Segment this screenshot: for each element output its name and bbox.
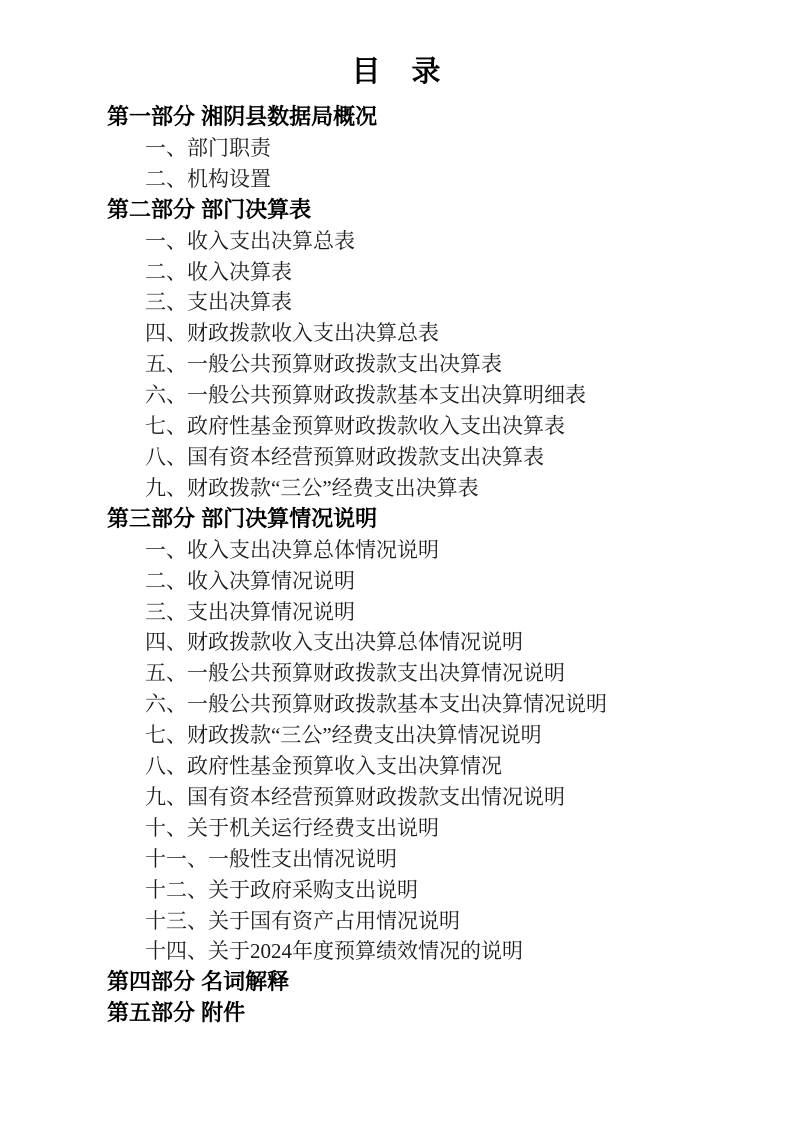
toc-item: 六、一般公共预算财政拨款基本支出决算明细表	[145, 383, 586, 408]
toc-item: 十四、关于2024年度预算绩效情况的说明	[145, 939, 523, 964]
toc-list	[0, 102, 793, 1029]
toc-item: 七、政府性基金预算财政拨款收入支出决算表	[145, 414, 565, 439]
toc-part-heading: 第二部分 部门决算表	[107, 196, 312, 222]
toc-item: 四、财政拨款收入支出决算总体情况说明	[145, 630, 523, 655]
toc-part-heading: 第三部分 部门决算情况说明	[107, 505, 378, 531]
toc-part-heading: 第五部分 附件	[107, 1000, 246, 1026]
toc-item: 三、支出决算情况说明	[145, 599, 355, 624]
toc-item: 一、收入支出决算总体情况说明	[145, 537, 439, 562]
toc-item: 十一、一般性支出情况说明	[145, 846, 397, 871]
toc-item: 五、一般公共预算财政拨款支出决算表	[145, 352, 502, 377]
toc-item: 九、国有资本经营预算财政拨款支出情况说明	[145, 784, 565, 809]
toc-item: 四、财政拨款收入支出决算总表	[145, 321, 439, 346]
toc-item: 十、关于机关运行经费支出说明	[145, 815, 439, 840]
toc-item: 六、一般公共预算财政拨款基本支出决算情况说明	[145, 692, 607, 717]
toc-item: 十三、关于国有资产占用情况说明	[145, 908, 460, 933]
toc-item: 二、收入决算表	[145, 259, 292, 284]
toc-item: 二、收入决算情况说明	[145, 568, 355, 593]
toc-item: 一、收入支出决算总表	[145, 228, 355, 253]
toc-item: 一、部门职责	[145, 135, 271, 160]
toc-item: 三、支出决算表	[145, 290, 292, 315]
toc-item: 七、财政拨款“三公”经费支出决算情况说明	[145, 723, 542, 748]
toc-item: 九、财政拨款“三公”经费支出决算表	[145, 475, 479, 500]
toc-item: 八、政府性基金预算收入支出决算情况	[145, 754, 502, 779]
toc-item: 二、机构设置	[145, 166, 271, 191]
toc-part-heading: 第一部分 湘阴县数据局概况	[107, 104, 378, 129]
toc-item: 八、国有资本经营预算财政拨款支出决算表	[145, 444, 544, 469]
toc-part-heading: 第四部分 名词解释	[107, 969, 290, 995]
toc-item: 五、一般公共预算财政拨款支出决算情况说明	[145, 661, 565, 686]
page-title: 目 录	[351, 56, 442, 88]
toc-item: 十二、关于政府采购支出说明	[145, 877, 418, 902]
